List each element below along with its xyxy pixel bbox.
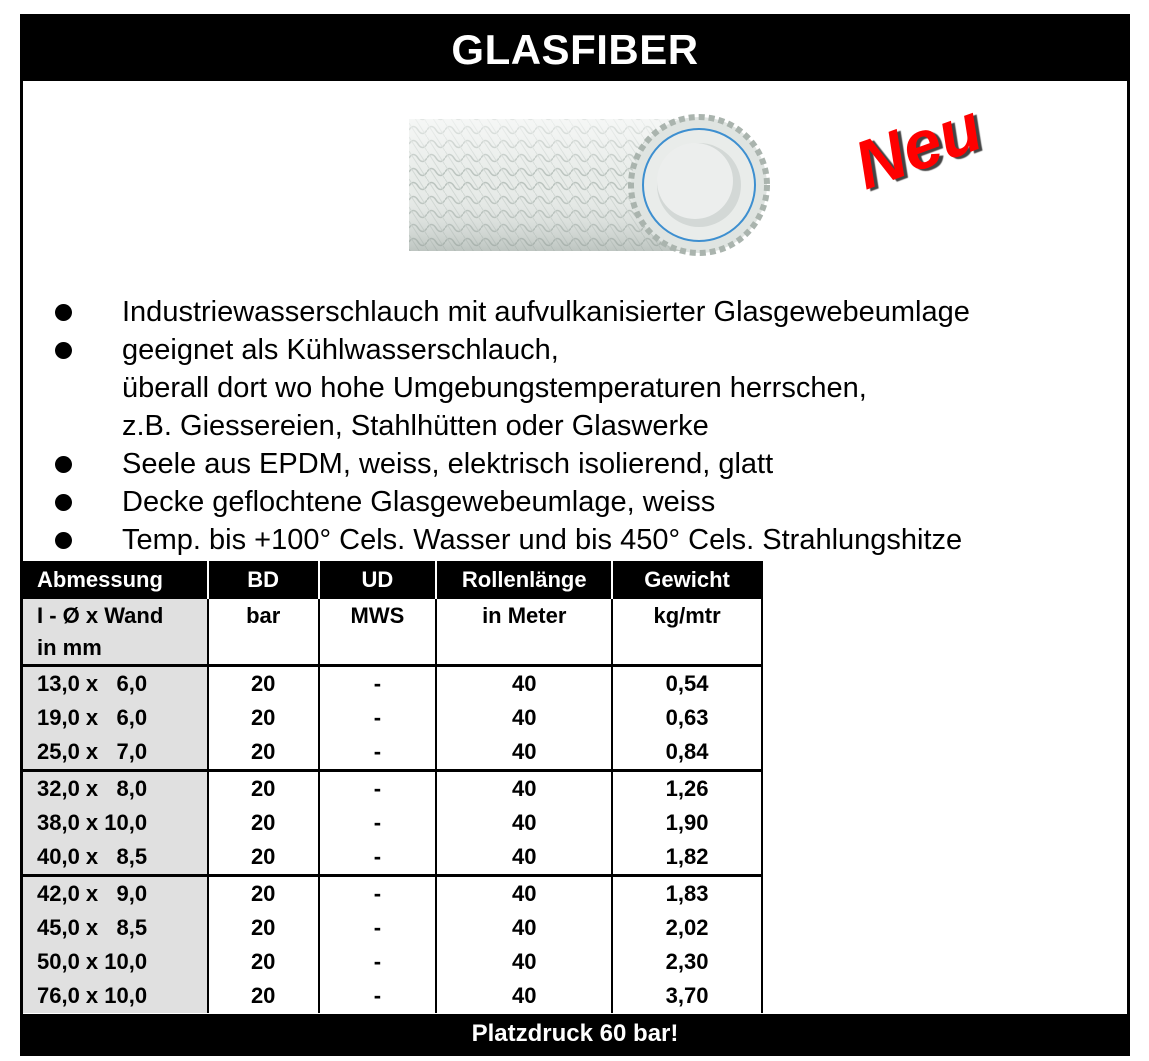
table-cell: 13,0 x 6,0 (23, 666, 208, 702)
table-cell: 32,0 x 8,0 (23, 771, 208, 807)
table-cell: - (319, 911, 437, 945)
table-cell: 40 (436, 840, 612, 876)
table-cell: 0,54 (612, 666, 762, 702)
table-cell: 19,0 x 6,0 (23, 701, 208, 735)
table-cell: 0,84 (612, 735, 762, 771)
table-cell: 2,30 (612, 945, 762, 979)
product-sheet (20, 14, 1130, 1056)
table-row (23, 666, 762, 702)
feature-item (45, 445, 1125, 483)
table-cell: - (319, 979, 437, 1013)
feature-text: z.B. Giessereien, Stahlhütten oder Glaswerke (122, 410, 709, 442)
feature-item (45, 293, 1125, 331)
table-cell: 1,83 (612, 876, 762, 912)
feature-text: Decke geflochtene Glasgewebeumlage, weiss (122, 486, 716, 518)
spec-table (23, 561, 763, 1013)
unit-cell: kg/mtr (612, 599, 762, 666)
table-cell: 20 (208, 735, 319, 771)
table-cell: 1,82 (612, 840, 762, 876)
table-cell: 20 (208, 876, 319, 912)
table-cell: 20 (208, 666, 319, 702)
table-cell: - (319, 735, 437, 771)
table-cell: 20 (208, 911, 319, 945)
unit-cell: I - Ø x Wand in mm (23, 599, 208, 666)
table-row (23, 945, 762, 979)
table-cell: 40 (436, 945, 612, 979)
table-cell: 20 (208, 701, 319, 735)
feature-text: Temp. bis +100° Cels. Wasser und bis 450° Cels. Strahlungshitze (122, 524, 963, 556)
table-cell: - (319, 666, 437, 702)
feature-item (45, 483, 1125, 521)
table-cell: 0,63 (612, 701, 762, 735)
footer-note: Platzdruck 60 bar! (23, 1014, 1127, 1053)
table-cell: 40 (436, 735, 612, 771)
table-cell: 40 (436, 666, 612, 702)
feature-text: überall dort wo hohe Umgebungstemperaturen herrschen, (122, 372, 867, 404)
bullet-icon (55, 456, 72, 473)
table-row (23, 876, 762, 912)
feature-item (45, 331, 1125, 445)
table-cell: 40 (436, 911, 612, 945)
table-cell: 76,0 x 10,0 (23, 979, 208, 1013)
bullet-icon (55, 342, 72, 359)
page-title: GLASFIBER (23, 17, 1127, 81)
table-row (23, 771, 762, 807)
table-row (23, 701, 762, 735)
table-cell: 40,0 x 8,5 (23, 840, 208, 876)
table-cell: 40 (436, 771, 612, 807)
table-cell: 1,90 (612, 806, 762, 840)
table-cell: 1,26 (612, 771, 762, 807)
table-cell: 38,0 x 10,0 (23, 806, 208, 840)
table-cell: - (319, 771, 437, 807)
table-cell: 40 (436, 701, 612, 735)
bullet-icon (55, 532, 72, 549)
table-row (23, 806, 762, 840)
table-cell: 20 (208, 840, 319, 876)
hose-product-image (409, 109, 779, 259)
table-header-row (23, 561, 762, 599)
column-header: BD (208, 561, 319, 599)
table-cell: 45,0 x 8,5 (23, 911, 208, 945)
table-cell: 40 (436, 806, 612, 840)
table-cell: 20 (208, 945, 319, 979)
table-cell: 2,02 (612, 911, 762, 945)
table-cell: 50,0 x 10,0 (23, 945, 208, 979)
bullet-icon (55, 494, 72, 511)
column-header: Gewicht (612, 561, 762, 599)
feature-text: Seele aus EPDM, weiss, elektrisch isolierend, glatt (122, 448, 774, 480)
unit-cell: in Meter (436, 599, 612, 666)
table-body (23, 599, 762, 1013)
bullet-icon (55, 304, 72, 321)
unit-cell: MWS (319, 599, 437, 666)
table-cell: - (319, 806, 437, 840)
table-cell: - (319, 840, 437, 876)
table-row (23, 840, 762, 876)
table-cell: 20 (208, 979, 319, 1013)
new-badge: Neu (844, 88, 992, 205)
table-cell: 40 (436, 876, 612, 912)
table-cell: - (319, 945, 437, 979)
table-cell: 3,70 (612, 979, 762, 1013)
column-header: Rollenlänge (436, 561, 612, 599)
feature-text: geeignet als Kühlwasserschlauch, (122, 334, 559, 366)
table-cell: - (319, 701, 437, 735)
table-cell: 20 (208, 806, 319, 840)
table-cell: - (319, 876, 437, 912)
table-unit-row (23, 599, 762, 666)
feature-text: Industriewasserschlauch mit aufvulkanisierter Glasgewebeumlage (122, 296, 970, 328)
column-header: Abmessung (23, 561, 208, 599)
table-row (23, 979, 762, 1013)
table-cell: 25,0 x 7,0 (23, 735, 208, 771)
table-cell: 40 (436, 979, 612, 1013)
table-row (23, 735, 762, 771)
feature-item (45, 521, 1125, 559)
feature-list (45, 293, 1125, 559)
column-header: UD (319, 561, 437, 599)
table-cell: 20 (208, 771, 319, 807)
table-cell: 42,0 x 9,0 (23, 876, 208, 912)
table-row (23, 911, 762, 945)
unit-cell: bar (208, 599, 319, 666)
